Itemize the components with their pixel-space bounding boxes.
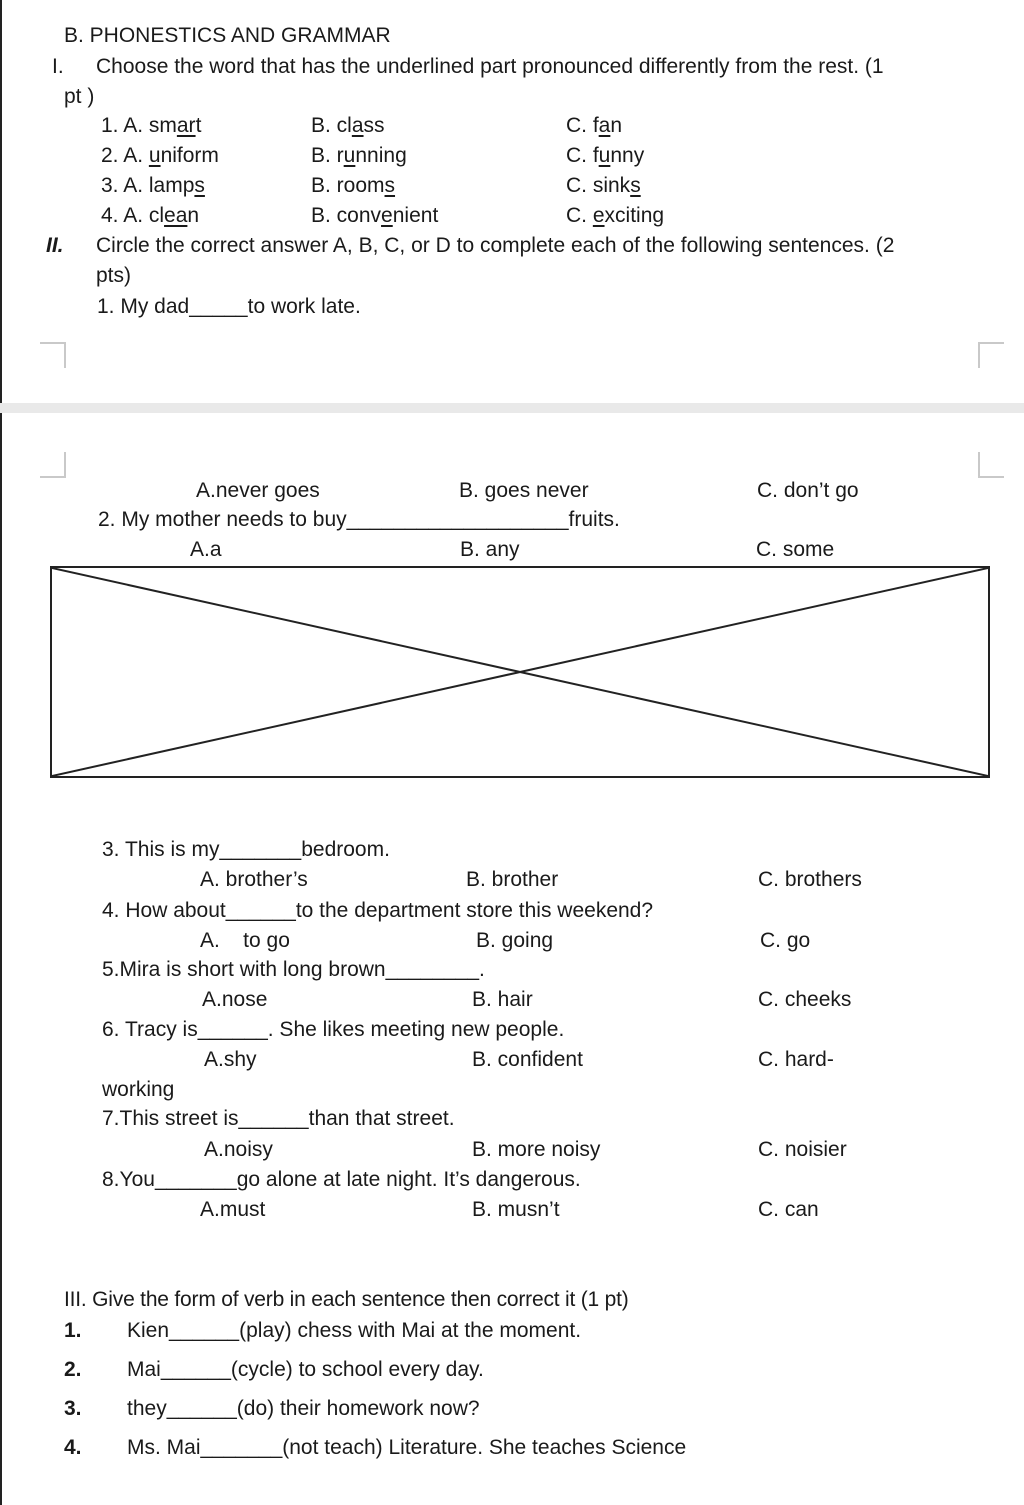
p2-q2-option-c: C. some [756, 538, 835, 561]
p2-q6-option-c: C. hard- [758, 1048, 834, 1071]
p2-q1-stem: 1. My dad_____to work late. [97, 295, 361, 318]
p2-q7-option-b: B. more noisy [472, 1138, 601, 1161]
p2-q6-option-b: B. confident [472, 1048, 583, 1071]
p1-q3-option-b: B. rooms [311, 174, 396, 197]
part3-title: III. Give the form of verb in each sentence then correct it (1 pt) [64, 1288, 629, 1311]
p1-q2-option-c: C. funny [566, 144, 645, 167]
part1-instruction: Choose the word that has the underlined part pronounced differently from the rest. (1 [96, 55, 884, 78]
p2-q3-option-a: A. brother’s [200, 868, 308, 891]
p1-q3-option-a: 3. A. lamps [101, 174, 205, 197]
p2-q5-stem: 5.Mira is short with long brown________. [102, 958, 485, 981]
p2-q2-option-b: B. any [460, 538, 520, 561]
p2-q6-stem: 6. Tracy is______. She likes meeting new people. [102, 1018, 565, 1041]
p2-q2-stem: 2. My mother needs to buy___________________fruits. [98, 508, 620, 531]
p2-q4-option-b: B. going [476, 929, 554, 952]
p2-q3-stem: 3. This is my_______bedroom. [102, 838, 390, 861]
p2-q4-option-c: C. go [760, 929, 811, 952]
p2-q3-option-b: B. brother [466, 868, 559, 891]
p3-item-text: Ms. Mai_______(not teach) Literature. She teaches Science [127, 1436, 687, 1459]
p1-q4-option-a: 4. A. clean [101, 204, 200, 227]
p3-item-text: Kien______(play) chess with Mai at the moment. [127, 1319, 582, 1342]
margin-corner-mark [978, 452, 1004, 478]
p2-q1-option-c: C. don’t go [757, 479, 859, 502]
p3-item-number: 1. [64, 1319, 82, 1342]
p2-q5-option-a: A.nose [202, 988, 268, 1011]
image-placeholder [50, 566, 990, 778]
p2-q8-option-a: A.must [200, 1198, 266, 1221]
p2-q6-option-a: A.shy [204, 1048, 257, 1071]
p2-q6-option-c-wrap: working [102, 1078, 175, 1101]
placeholder-cross [52, 568, 988, 776]
part2-instruction: Circle the correct answer A, B, C, or D to complete each of the following sentences. (2 [96, 234, 895, 257]
p2-q4-stem: 4. How about______to the department store this weekend? [102, 899, 654, 922]
p2-q1-option-a: A.never goes [196, 479, 320, 502]
p2-q8-option-c: C. can [758, 1198, 819, 1221]
part1-instruction-cont: pt ) [64, 85, 95, 108]
p2-q5-option-c: C. cheeks [758, 988, 852, 1011]
p2-q7-stem: 7.This street is______than that street. [102, 1107, 455, 1130]
p3-item-number: 3. [64, 1397, 82, 1420]
p2-q2-option-a: A.a [190, 538, 222, 561]
margin-corner-mark [978, 342, 1004, 368]
margin-corner-mark [40, 342, 66, 368]
p2-q5-option-b: B. hair [472, 988, 533, 1011]
p3-item-text: Mai______(cycle) to school every day. [127, 1358, 484, 1381]
p1-q2-option-a: 2. A. uniform [101, 144, 219, 167]
p1-q2-option-b: B. running [311, 144, 407, 167]
p1-q1-option-c: C. fan [566, 114, 623, 137]
p2-q8-option-b: B. musn’t [472, 1198, 560, 1221]
part2-instruction-cont: pts) [96, 264, 132, 287]
p2-q7-option-a: A.noisy [204, 1138, 273, 1161]
section-title: B. PHONESTICS AND GRAMMAR [64, 24, 391, 47]
p1-q4-option-c: C. exciting [566, 204, 665, 227]
page-break [0, 403, 1024, 413]
p1-q4-option-b: B. convenient [311, 204, 439, 227]
p1-q1-option-a: 1. A. smart [101, 114, 202, 137]
p3-item-number: 2. [64, 1358, 82, 1381]
p2-q3-option-c: C. brothers [758, 868, 862, 891]
part1-numeral: I. [52, 55, 64, 78]
p3-item-text: they______(do) their homework now? [127, 1397, 480, 1420]
page-left-border [0, 0, 2, 1505]
p2-q8-stem: 8.You_______go alone at late night. It’s dangerous. [102, 1168, 581, 1191]
p1-q1-option-b: B. class [311, 114, 385, 137]
margin-corner-mark [40, 452, 66, 478]
part2-numeral: II. [46, 234, 64, 257]
p2-q4-option-a: A. to go [200, 929, 290, 952]
p1-q3-option-c: C. sinks [566, 174, 641, 197]
p3-item-number: 4. [64, 1436, 82, 1459]
p2-q7-option-c: C. noisier [758, 1138, 847, 1161]
p2-q1-option-b: B. goes never [459, 479, 589, 502]
